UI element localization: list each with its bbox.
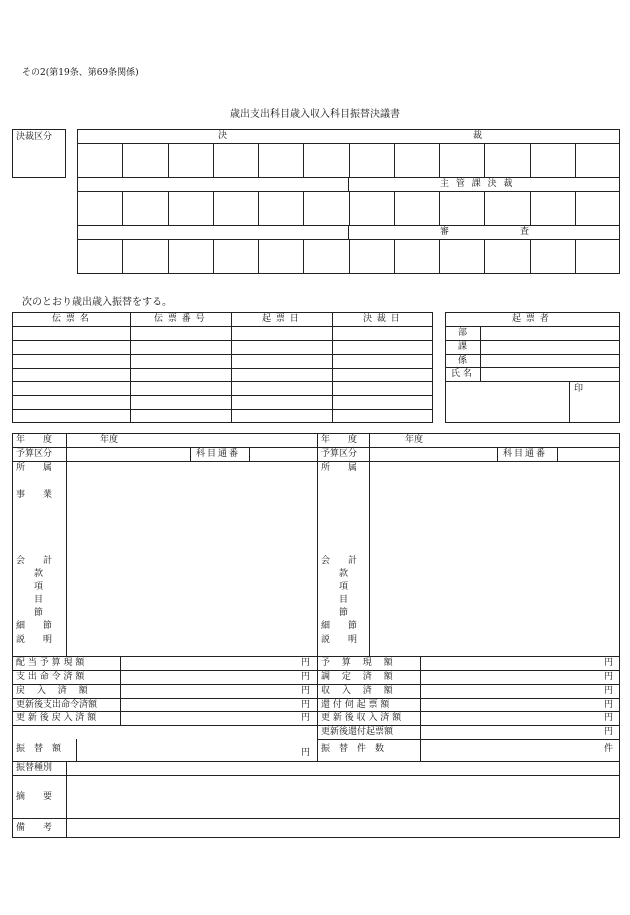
right-amount-label-0: 予 算 現 額 [321,658,393,668]
instruction-text: 次のとおり歳出歳入振替をする。 [22,297,172,308]
approval-grid-line [530,191,531,225]
left-amount-label-2: 戻 入 済 額 [16,686,88,696]
approval-grid-line [575,191,576,225]
left-moku-label: 目 [34,595,44,605]
approval-grid-line [122,191,123,225]
audit-right-label: 査 [520,227,530,237]
transfer-amount-label: 振 替 額 [16,744,62,754]
approval-grid-line [122,239,123,274]
approval-grid-line [394,239,395,274]
left-amount-label-0: 配 当 予 算 現 額 [16,658,85,668]
approval-grid-line [439,239,440,274]
approval-grid-line [349,239,350,274]
right-year-label: 年 度 [321,435,358,445]
left-explanation-label: 説 明 [16,635,53,645]
approval-grid-line [213,191,214,225]
approval-grid-line [258,191,259,225]
approval-grid-line [303,239,304,274]
right-amount-label-2: 収 入 済 額 [321,686,393,696]
left-kan-label: 款 [34,569,44,579]
approval-grid-line [439,191,440,225]
approval-grid-line [213,143,214,177]
approval-grid-line [484,239,485,274]
right-yen-4: 円 [604,713,614,723]
transfer-amount-yen: 円 [301,748,311,758]
approval-grid-line [439,143,440,177]
approval-grid-line [349,191,350,225]
left-amount-label-4: 更 新 後 戻 入 済 額 [16,713,97,723]
approval-grid-line [258,239,259,274]
approval-category-label: 決裁区分 [16,132,53,142]
right-explanation-label: 説 明 [321,635,358,645]
document-title: 歳出支出科目歳入収入科目振替決議書 [230,109,400,120]
right-kou-label: 項 [339,582,349,592]
voucher-row-line [12,381,433,382]
right-yen-2: 円 [604,686,614,696]
approval-grid-line [303,143,304,177]
audit-left-label: 審 [440,227,450,237]
right-yen-1: 円 [604,672,614,682]
left-saisetsu-label: 細 節 [16,621,53,631]
transfer-type-label: 振替種別 [16,763,53,773]
main-section-label: 主 管 課 決 裁 [440,179,515,189]
voucher-row-line [12,340,433,341]
right-affiliation-label: 所 属 [321,463,358,473]
left-yen-3: 円 [301,700,311,710]
approval-grid-line [122,143,123,177]
approval-grid-line [530,143,531,177]
left-budget-label: 予算区分 [16,449,53,459]
drafter-row-name: 氏 名 [451,369,472,379]
left-setsu-label: 節 [34,608,44,618]
voucher-row-line [12,409,433,410]
approval-grid-line [530,239,531,274]
left-amount-label-1: 支 出 命 令 済 額 [16,672,85,682]
remarks-label: 備 考 [16,823,53,833]
approval-grid-line [575,239,576,274]
left-yen-4: 円 [301,713,311,723]
transfer-count-unit: 件 [604,744,614,754]
right-year-value[interactable]: 年度 [405,435,424,445]
right-amount-label-4: 更 新 後 収 入 済 額 [321,713,402,723]
voucher-row-line [12,326,433,327]
right-yen-3: 円 [604,700,614,710]
voucher-row-line [12,395,433,396]
right-setsu-label: 節 [339,608,349,618]
right-yen-0: 円 [604,658,614,668]
summary-label: 摘 要 [16,792,53,802]
left-kou-label: 項 [34,582,44,592]
right-yen-5: 円 [604,727,614,737]
left-amount-label-3: 更新後支出命令済額 [16,700,98,710]
approval-grid-line [168,143,169,177]
voucher-header-number: 伝 票 番 号 [154,314,206,324]
transfer-count-label: 振 替 件 数 [321,744,385,754]
left-yen-0: 円 [301,658,311,668]
approval-grid-line [349,143,350,177]
right-amount-label-5: 更新後還付起票額 [321,727,394,737]
approval-grid-line [394,143,395,177]
drafter-row-section: 課 [458,342,468,352]
voucher-header-name: 伝 票 名 [52,314,90,324]
right-account-label: 科目通番 [503,449,548,459]
approval-grid-line [484,143,485,177]
approval-grid-line [575,143,576,177]
decision-right-label: 裁 [473,131,483,141]
approval-grid-line [303,191,304,225]
left-affiliation-label: 所 属 [16,463,53,473]
drafter-row-unit: 係 [458,356,468,366]
approval-grid-line [258,143,259,177]
right-budget-label: 予算区分 [321,449,358,459]
left-account-label: 科目通番 [196,449,241,459]
right-amount-label-3: 還 付 伺 起 票 額 [321,700,390,710]
right-moku-label: 目 [339,595,349,605]
right-amount-label-1: 調 定 済 額 [321,672,393,682]
left-year-value[interactable]: 年度 [100,435,119,445]
main-form [12,433,620,838]
approval-grid-line [394,191,395,225]
right-saisetsu-label: 細 節 [321,621,358,631]
drafter-title: 起 票 者 [512,314,550,324]
voucher-row-line [12,354,433,355]
left-year-label: 年 度 [16,435,53,445]
left-yen-2: 円 [301,686,311,696]
drafter-row-department: 部 [458,328,468,338]
decision-left-label: 決 [218,131,228,141]
approval-grid-line [213,239,214,274]
approval-grid-line [168,239,169,274]
voucher-row-line [12,368,433,369]
voucher-header-decision-date: 決 裁 日 [363,314,401,324]
approval-grid-line [484,191,485,225]
left-yen-1: 円 [301,672,311,682]
approval-grid-line [168,191,169,225]
right-kan-label: 款 [339,569,349,579]
left-business-label: 事 業 [16,490,53,500]
reference-text: その2(第19条、第69条関係) [22,68,139,78]
left-accounting-label: 会 計 [16,556,53,566]
voucher-header-draft-date: 起 票 日 [262,314,300,324]
right-accounting-label: 会 計 [321,556,358,566]
seal-label: 印 [574,384,584,394]
